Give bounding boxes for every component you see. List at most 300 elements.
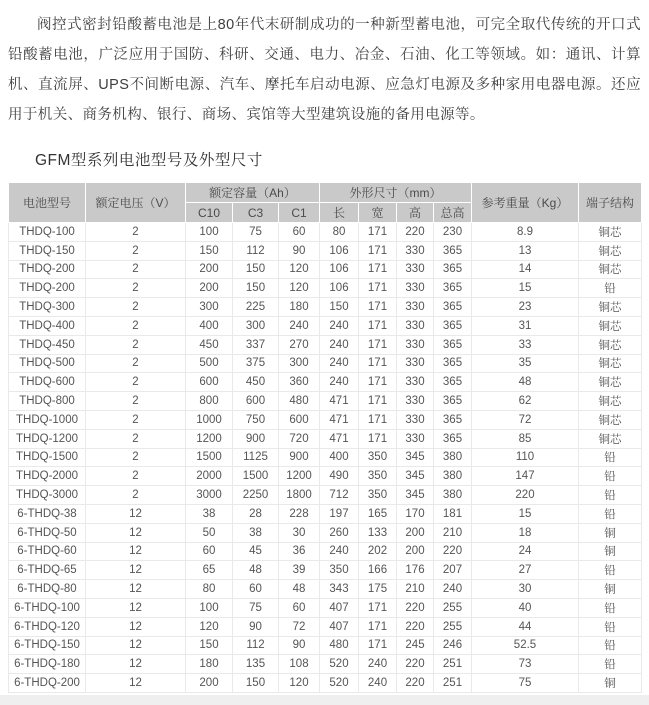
table-cell: THDQ-2000 xyxy=(9,467,86,486)
table-cell: 90 xyxy=(233,617,279,636)
table-cell: 600 xyxy=(186,373,233,392)
table-cell: 2000 xyxy=(186,467,233,486)
table-cell: 171 xyxy=(359,598,397,617)
table-cell: 330 xyxy=(397,241,434,260)
table-cell: 2 xyxy=(86,241,186,260)
table-row xyxy=(9,448,642,467)
table-cell: 270 xyxy=(279,335,320,354)
table-cell: 1125 xyxy=(233,448,279,467)
table-cell: 480 xyxy=(320,636,359,655)
table-cell: 100 xyxy=(186,598,233,617)
table-cell: 365 xyxy=(434,429,472,448)
col-header-height: 高 xyxy=(397,203,434,223)
table-cell: 360 xyxy=(279,373,320,392)
page-bottom-strip xyxy=(0,695,649,705)
table-cell: THDQ-150 xyxy=(9,241,86,260)
table-row xyxy=(9,298,642,317)
table-cell: 铅 xyxy=(579,636,642,655)
table-cell: 48 xyxy=(233,561,279,580)
table-header xyxy=(9,183,642,223)
table-cell: 112 xyxy=(233,241,279,260)
table-cell: 230 xyxy=(434,223,472,242)
table-cell: 2 xyxy=(86,392,186,411)
table-cell: 471 xyxy=(320,392,359,411)
table-cell: 150 xyxy=(186,636,233,655)
col-header-weight: 参考重量（Kg） xyxy=(472,183,579,223)
table-cell: 15 xyxy=(472,279,579,298)
table-cell: 铜 xyxy=(579,580,642,599)
table-cell: 220 xyxy=(397,655,434,674)
table-cell: 106 xyxy=(320,279,359,298)
table-row xyxy=(9,542,642,561)
table-cell: 251 xyxy=(434,674,472,693)
table-cell: 330 xyxy=(397,373,434,392)
table-cell: 6-THDQ-80 xyxy=(9,580,86,599)
table-cell: 120 xyxy=(279,279,320,298)
table-cell: 铜芯 xyxy=(579,223,642,242)
table-cell: THDQ-200 xyxy=(9,279,86,298)
table-cell: 350 xyxy=(359,448,397,467)
table-cell: 255 xyxy=(434,617,472,636)
table-cell: 铜芯 xyxy=(579,410,642,429)
table-cell: 80 xyxy=(186,580,233,599)
table-row xyxy=(9,354,642,373)
table-cell: 200 xyxy=(397,523,434,542)
table-cell: 240 xyxy=(359,655,397,674)
table-cell: 73 xyxy=(472,655,579,674)
table-cell: 220 xyxy=(397,598,434,617)
table-cell: 75 xyxy=(233,598,279,617)
table-cell: 铜芯 xyxy=(579,392,642,411)
table-cell: 365 xyxy=(434,260,472,279)
table-cell: 60 xyxy=(279,598,320,617)
table-cell: THDQ-450 xyxy=(9,335,86,354)
table-cell: 350 xyxy=(359,467,397,486)
table-cell: 50 xyxy=(186,523,233,542)
table-cell: 13 xyxy=(472,241,579,260)
table-cell: 72 xyxy=(279,617,320,636)
table-cell: 90 xyxy=(279,241,320,260)
table-cell: 200 xyxy=(397,542,434,561)
table-cell: 12 xyxy=(86,636,186,655)
table-cell: 520 xyxy=(320,674,359,693)
table-cell: 3000 xyxy=(186,486,233,505)
table-cell: 220 xyxy=(434,542,472,561)
table-row xyxy=(9,655,642,674)
table-cell: 2 xyxy=(86,354,186,373)
table-cell: 171 xyxy=(359,279,397,298)
table-cell: 100 xyxy=(186,223,233,242)
table-cell: 450 xyxy=(186,335,233,354)
table-cell: 12 xyxy=(86,504,186,523)
table-cell: 220 xyxy=(397,617,434,636)
table-cell: 14 xyxy=(472,260,579,279)
col-header-voltage: 额定电压（V） xyxy=(86,183,186,223)
table-cell: 2 xyxy=(86,429,186,448)
table-cell: 6-THDQ-180 xyxy=(9,655,86,674)
table-cell: 171 xyxy=(359,223,397,242)
table-cell: 52.5 xyxy=(472,636,579,655)
table-row xyxy=(9,410,642,429)
table-cell: 228 xyxy=(279,504,320,523)
table-cell: 60 xyxy=(233,580,279,599)
table-cell: 铜芯 xyxy=(579,316,642,335)
table-cell: 62 xyxy=(472,392,579,411)
table-row xyxy=(9,580,642,599)
table-cell: 330 xyxy=(397,260,434,279)
table-cell: 6-THDQ-50 xyxy=(9,523,86,542)
table-cell: THDQ-1200 xyxy=(9,429,86,448)
table-cell: 200 xyxy=(186,674,233,693)
table-cell: 6-THDQ-38 xyxy=(9,504,86,523)
table-row xyxy=(9,223,642,242)
table-row xyxy=(9,241,642,260)
table-cell: 铜芯 xyxy=(579,335,642,354)
table-cell: 180 xyxy=(279,298,320,317)
table-cell: 1000 xyxy=(186,410,233,429)
table-cell: 2 xyxy=(86,335,186,354)
spec-table-body xyxy=(9,223,642,693)
table-row xyxy=(9,392,642,411)
table-cell: 330 xyxy=(397,316,434,335)
table-cell: 600 xyxy=(233,392,279,411)
table-cell: 165 xyxy=(359,504,397,523)
table-cell: 147 xyxy=(472,467,579,486)
table-cell: 255 xyxy=(434,598,472,617)
table-cell: 铅 xyxy=(579,655,642,674)
table-cell: 176 xyxy=(397,561,434,580)
table-cell: 2 xyxy=(86,279,186,298)
table-cell: 225 xyxy=(233,298,279,317)
table-cell: 12 xyxy=(86,655,186,674)
table-cell: 60 xyxy=(279,223,320,242)
table-cell: 铜 xyxy=(579,674,642,693)
table-cell: 900 xyxy=(233,429,279,448)
table-cell: 300 xyxy=(186,298,233,317)
table-cell: 30 xyxy=(279,523,320,542)
table-cell: 600 xyxy=(279,410,320,429)
table-cell: 300 xyxy=(279,354,320,373)
col-header-model: 电池型号 xyxy=(9,183,86,223)
table-cell: 380 xyxy=(434,448,472,467)
table-cell: 240 xyxy=(320,316,359,335)
table-cell: 171 xyxy=(359,636,397,655)
table-cell: 铅 xyxy=(579,448,642,467)
table-row xyxy=(9,674,642,693)
table-cell: 铜芯 xyxy=(579,429,642,448)
table-cell: 35 xyxy=(472,354,579,373)
table-cell: 365 xyxy=(434,354,472,373)
table-cell: 200 xyxy=(186,279,233,298)
table-cell: 345 xyxy=(397,467,434,486)
table-cell: 33 xyxy=(472,335,579,354)
table-cell: 108 xyxy=(279,655,320,674)
table-cell: 铅 xyxy=(579,279,642,298)
table-cell: 220 xyxy=(397,223,434,242)
col-header-c1: C1 xyxy=(279,203,320,223)
table-cell: 407 xyxy=(320,617,359,636)
table-cell: 铅 xyxy=(579,617,642,636)
table-cell: 365 xyxy=(434,316,472,335)
table-cell: 330 xyxy=(397,354,434,373)
table-cell: 337 xyxy=(233,335,279,354)
table-cell: 135 xyxy=(233,655,279,674)
table-cell: 365 xyxy=(434,410,472,429)
table-cell: 330 xyxy=(397,279,434,298)
table-cell: THDQ-600 xyxy=(9,373,86,392)
table-cell: 210 xyxy=(434,523,472,542)
intro-paragraph: 阀控式密封铅酸蓄电池是上80年代末研制成功的一种新型蓄电池，可完全取代传统的开口式铅酸蓄电池，广泛应用于国防、科研、交通、电力、冶金、石油、化工等领域。如：通讯、计算机、直流屏、UPS不间断电源、汽车、摩托车启动电源、应急灯电源及多种家用电器电源。还应用于机关、商务机构、银行、商场、宾馆等大型建筑设施的备用电源等。 xyxy=(8,17,641,123)
table-cell: 6-THDQ-150 xyxy=(9,636,86,655)
table-cell: 铅 xyxy=(579,598,642,617)
table-cell: 197 xyxy=(320,504,359,523)
table-cell: 345 xyxy=(397,486,434,505)
table-cell: 300 xyxy=(233,316,279,335)
table-cell: 171 xyxy=(359,429,397,448)
table-cell: 铅 xyxy=(579,467,642,486)
col-header-length: 长 xyxy=(320,203,359,223)
col-header-total-height: 总高 xyxy=(434,203,472,223)
table-cell: THDQ-100 xyxy=(9,223,86,242)
table-cell: 铅 xyxy=(579,504,642,523)
table-cell: 500 xyxy=(186,354,233,373)
table-cell: 12 xyxy=(86,674,186,693)
table-cell: 2 xyxy=(86,373,186,392)
table-cell: 471 xyxy=(320,429,359,448)
table-cell: 171 xyxy=(359,392,397,411)
table-cell: 铜芯 xyxy=(579,354,642,373)
table-cell: 330 xyxy=(397,410,434,429)
table-cell: 365 xyxy=(434,279,472,298)
table-cell: 6-THDQ-100 xyxy=(9,598,86,617)
table-cell: 202 xyxy=(359,542,397,561)
table-cell: 2 xyxy=(86,410,186,429)
table-cell: 44 xyxy=(472,617,579,636)
table-cell: 490 xyxy=(320,467,359,486)
table-cell: 1800 xyxy=(279,486,320,505)
section-title: GFM型系列电池型号及外型尺寸 xyxy=(35,152,263,169)
table-cell: 240 xyxy=(279,316,320,335)
table-cell: 6-THDQ-60 xyxy=(9,542,86,561)
table-cell: 23 xyxy=(472,298,579,317)
table-cell: THDQ-200 xyxy=(9,260,86,279)
table-cell: THDQ-300 xyxy=(9,298,86,317)
table-cell: 200 xyxy=(186,260,233,279)
table-cell: 365 xyxy=(434,373,472,392)
table-cell: 38 xyxy=(186,504,233,523)
table-cell: 36 xyxy=(279,542,320,561)
table-cell: 171 xyxy=(359,410,397,429)
table-cell: 330 xyxy=(397,392,434,411)
table-cell: 1500 xyxy=(233,467,279,486)
table-cell: 520 xyxy=(320,655,359,674)
table-cell: 8.9 xyxy=(472,223,579,242)
table-cell: 6-THDQ-120 xyxy=(9,617,86,636)
table-cell: 90 xyxy=(279,636,320,655)
table-cell: 171 xyxy=(359,335,397,354)
table-row xyxy=(9,561,642,580)
table-cell: 345 xyxy=(397,448,434,467)
table-cell: 330 xyxy=(397,298,434,317)
table-cell: 1200 xyxy=(279,467,320,486)
table-cell: 2250 xyxy=(233,486,279,505)
table-cell: 72 xyxy=(472,410,579,429)
table-cell: 207 xyxy=(434,561,472,580)
table-cell: 240 xyxy=(320,373,359,392)
table-cell: 39 xyxy=(279,561,320,580)
table-cell: 48 xyxy=(472,373,579,392)
table-cell: 铜芯 xyxy=(579,241,642,260)
table-cell: 240 xyxy=(320,335,359,354)
table-cell: 380 xyxy=(434,486,472,505)
table-cell: 铜芯 xyxy=(579,298,642,317)
table-cell: 175 xyxy=(359,580,397,599)
table-cell: 365 xyxy=(434,241,472,260)
table-cell: THDQ-1500 xyxy=(9,448,86,467)
table-cell: 28 xyxy=(233,504,279,523)
table-cell: 60 xyxy=(186,542,233,561)
table-cell: 2 xyxy=(86,448,186,467)
table-cell: 375 xyxy=(233,354,279,373)
table-cell: 220 xyxy=(397,674,434,693)
col-header-c3: C3 xyxy=(233,203,279,223)
table-cell: THDQ-3000 xyxy=(9,486,86,505)
table-cell: 12 xyxy=(86,598,186,617)
table-cell: 330 xyxy=(397,335,434,354)
table-cell: 铜芯 xyxy=(579,260,642,279)
table-cell: 180 xyxy=(186,655,233,674)
table-cell: 1500 xyxy=(186,448,233,467)
table-cell: 30 xyxy=(472,580,579,599)
table-cell: 铜 xyxy=(579,542,642,561)
table-cell: 12 xyxy=(86,617,186,636)
table-cell: 铅 xyxy=(579,486,642,505)
table-cell: 712 xyxy=(320,486,359,505)
table-row xyxy=(9,598,642,617)
table-cell: 171 xyxy=(359,354,397,373)
table-cell: 480 xyxy=(279,392,320,411)
table-cell: 12 xyxy=(86,580,186,599)
col-header-width: 宽 xyxy=(359,203,397,223)
table-cell: 380 xyxy=(434,467,472,486)
table-row xyxy=(9,636,642,655)
table-cell: 27 xyxy=(472,561,579,580)
table-cell: 15 xyxy=(472,504,579,523)
table-cell: 166 xyxy=(359,561,397,580)
table-cell: 365 xyxy=(434,335,472,354)
table-cell: THDQ-400 xyxy=(9,316,86,335)
table-cell: 330 xyxy=(397,429,434,448)
table-cell: 12 xyxy=(86,561,186,580)
table-cell: 407 xyxy=(320,598,359,617)
table-cell: 120 xyxy=(186,617,233,636)
table-cell: 133 xyxy=(359,523,397,542)
table-cell: 112 xyxy=(233,636,279,655)
battery-spec-table xyxy=(8,182,642,693)
table-cell: 40 xyxy=(472,598,579,617)
table-cell: 171 xyxy=(359,373,397,392)
table-cell: 2 xyxy=(86,260,186,279)
table-cell: 210 xyxy=(397,580,434,599)
table-cell: 1200 xyxy=(186,429,233,448)
table-row xyxy=(9,486,642,505)
table-cell: 65 xyxy=(186,561,233,580)
table-cell: 6-THDQ-200 xyxy=(9,674,86,693)
table-row xyxy=(9,260,642,279)
table-cell: THDQ-500 xyxy=(9,354,86,373)
table-cell: 400 xyxy=(320,448,359,467)
table-cell: 110 xyxy=(472,448,579,467)
col-header-terminal: 端子结构 xyxy=(579,183,642,223)
table-cell: 750 xyxy=(233,410,279,429)
table-cell: THDQ-1000 xyxy=(9,410,86,429)
table-row xyxy=(9,373,642,392)
table-cell: 240 xyxy=(359,674,397,693)
table-cell: 38 xyxy=(233,523,279,542)
table-cell: 48 xyxy=(279,580,320,599)
table-cell: 12 xyxy=(86,523,186,542)
table-cell: 220 xyxy=(472,486,579,505)
table-cell: 80 xyxy=(320,223,359,242)
table-cell: 800 xyxy=(186,392,233,411)
table-cell: 2 xyxy=(86,298,186,317)
table-cell: 120 xyxy=(279,260,320,279)
table-cell: 181 xyxy=(434,504,472,523)
table-row xyxy=(9,617,642,636)
table-cell: 铅 xyxy=(579,561,642,580)
table-cell: 350 xyxy=(359,486,397,505)
table-cell: 720 xyxy=(279,429,320,448)
col-header-dimensions-group: 外形尺寸（mm） xyxy=(320,183,472,203)
table-cell: 450 xyxy=(233,373,279,392)
table-cell: 75 xyxy=(233,223,279,242)
table-cell: 24 xyxy=(472,542,579,561)
table-cell: 150 xyxy=(233,260,279,279)
table-cell: 12 xyxy=(86,542,186,561)
header-row-1 xyxy=(9,183,642,203)
table-cell: 2 xyxy=(86,467,186,486)
table-cell: 240 xyxy=(320,542,359,561)
table-cell: 120 xyxy=(279,674,320,693)
table-cell: 350 xyxy=(320,561,359,580)
table-row xyxy=(9,467,642,486)
table-cell: 251 xyxy=(434,655,472,674)
table-cell: 75 xyxy=(472,674,579,693)
table-cell: 400 xyxy=(186,316,233,335)
col-header-capacity-group: 额定容量（Ah） xyxy=(186,183,320,203)
table-cell: 150 xyxy=(233,674,279,693)
table-row xyxy=(9,429,642,448)
table-cell: 铜 xyxy=(579,523,642,542)
table-cell: 240 xyxy=(320,354,359,373)
table-cell: THDQ-800 xyxy=(9,392,86,411)
table-cell: 2 xyxy=(86,316,186,335)
table-cell: 2 xyxy=(86,486,186,505)
table-cell: 171 xyxy=(359,260,397,279)
table-row xyxy=(9,504,642,523)
table-cell: 150 xyxy=(233,279,279,298)
table-cell: 171 xyxy=(359,298,397,317)
table-cell: 106 xyxy=(320,260,359,279)
table-cell: 106 xyxy=(320,241,359,260)
table-cell: 6-THDQ-65 xyxy=(9,561,86,580)
table-cell: 343 xyxy=(320,580,359,599)
table-cell: 365 xyxy=(434,298,472,317)
table-row xyxy=(9,335,642,354)
table-cell: 900 xyxy=(279,448,320,467)
table-cell: 18 xyxy=(472,523,579,542)
table-cell: 471 xyxy=(320,410,359,429)
